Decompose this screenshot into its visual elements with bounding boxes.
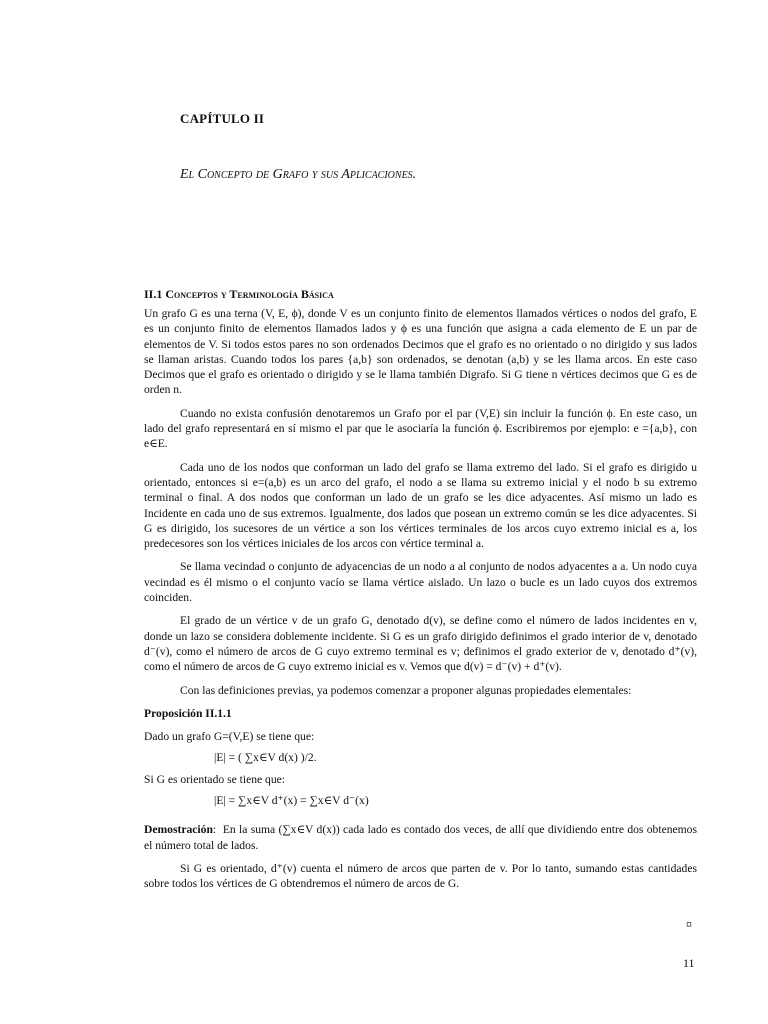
proposition-oriented: Si G es orientado se tiene que: — [144, 772, 286, 786]
section-heading: II.1 Conceptos y Terminología Básica — [144, 287, 334, 301]
chapter-title: El Concepto de Grafo y sus Aplicaciones. — [180, 167, 417, 182]
proof-paragraph-1: Demostración: En la suma (∑x∈V d(x)) cada lado es contado dos veces, de allí que dividiendo entre dos obtenemos el número total de lados. — [144, 823, 697, 852]
paragraph-3: Cada uno de los nodos que conforman un lado del grafo se llama extremo del lado. Si el grafo es dirigido u orientado, entonces si e=(a,b) es un arco del grafo, el nodo a se llama su extremo inicial y el nodo b su extremo terminal o final. A dos nodos que conforman un lado de un grafo se les dice adyacentes. Así mismo un lado es Incidente en cada uno de sus extremos. Igualmente, dos lados que posean un extremo común se les dice adyacentes. Si G es dirigido, los sucesores de un vértice a son los vértices terminales de los arcos cuyo extremo inicial es a, los predecesores son los vértices iniciales de los arcos con vértice terminal a. — [144, 460, 697, 551]
paragraph-5: El grado de un vértice v de un grafo G, denotado d(v), se define como el número de lados incidentes en v, donde un lazo se considera doblemente incidente. Si G es un grafo dirigido definimos el grado interior de v, denotado d⁻(v), como el número de arcos de G cuyo extremo terminal es v; definimos el grado exterior de v, denotado d⁺(v), como el número de arcos de G cuyo extremo inicial es v. Vemos que d(v) = d⁻(v) + d⁺(v). — [144, 614, 697, 674]
paragraph-4: Se llama vecindad o conjunto de adyacencias de un nodo a al conjunto de nodos adyacentes a a. Un nodo cuya vecindad es él mismo o el conjunto vacío se llama vértice aislado. Un lazo o bucle es un lado cuyos dos extremos coinciden. — [144, 560, 697, 605]
proposition-given: Dado un grafo G=(V,E) se tiene que: — [144, 730, 315, 744]
proof-label: Demostración — [144, 823, 213, 837]
formula-edges-sum: |E| = ( ∑x∈V d(x) )/2. — [214, 751, 317, 765]
proof-text-1: En la suma (∑x∈V d(x)) cada lado es contado dos veces, de allí que dividiendo entre dos obtenemos el número total de lados. — [144, 823, 697, 852]
proof-paragraph-2: Si G es orientado, d⁺(v) cuenta el número de arcos que parten de v. Por lo tanto, sumando estas cantidades sobre todos los vértices de G obtendremos el número de arcos de G. — [144, 861, 697, 891]
paragraph-2: Cuando no exista confusión denotaremos un Grafo por el par (V,E) sin incluir la función ϕ. En este caso, un lado del grafo representará en sí mismo el par que le asociaría la función ϕ. Escribiremos por ejemplo: e ={a,b}, con e∈E. — [144, 406, 697, 451]
proposition-label: Proposición II.1.1 — [144, 706, 232, 720]
chapter-label: CAPÍTULO II — [180, 111, 265, 126]
body-text — [144, 306, 697, 900]
paragraph-1: Un grafo G es una terna (V, E, ϕ), donde V es un conjunto finito de elementos llamados vértices o nodos del grafo, E es un conjunto finito de elementos llamados lados y ϕ es una función que asigna a cada elemento de E un par de elementos de V. Si todos estos pares no son ordenados Decimos que el grafo es no orientado o no dirigido y sus lados se llaman aristas. Cuando todos los pares {a,b} son ordenados, se denotan (a,b) y se les llama arcos. En este caso Decimos que el grafo es orientado o dirigido y se le llama también Digrafo. Si G tiene n vértices decimos que G es de orden n. — [144, 307, 697, 397]
formula-oriented-sum: |E| = ∑x∈V d⁺(x) = ∑x∈V d⁻(x) — [214, 794, 369, 808]
paragraph-6: Con las definiciones previas, ya podemos comenzar a proponer algunas propiedades elementales: — [180, 683, 632, 697]
page-number: 11 — [683, 956, 695, 970]
end-of-proof-symbol: ¤ — [686, 917, 692, 931]
